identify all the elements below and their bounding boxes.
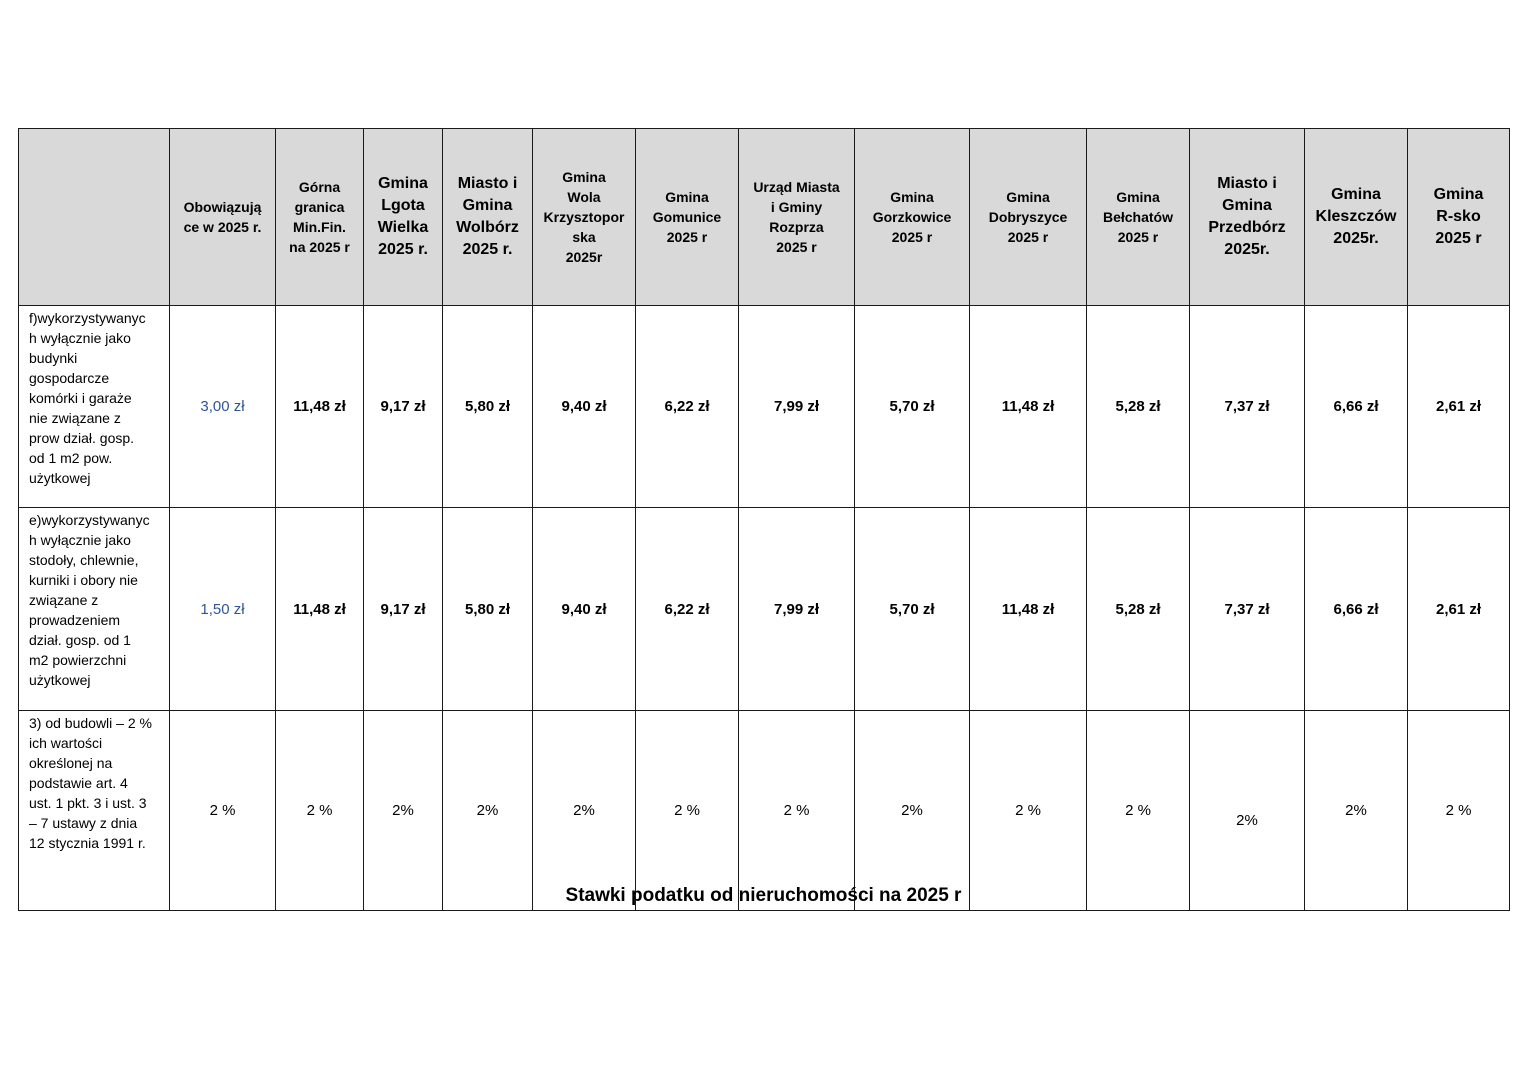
header-cell-gomunice: Gmina Gomunice 2025 r bbox=[636, 129, 739, 306]
rate-cell: 7,99 zł bbox=[739, 306, 855, 508]
header-cell-wolborz: Miasto i Gmina Wolbórz 2025 r. bbox=[443, 129, 533, 306]
rate-cell: 2 % bbox=[276, 711, 364, 911]
rate-cell: 2 % bbox=[739, 711, 855, 911]
rate-cell: 9,40 zł bbox=[533, 508, 636, 711]
header-cell-dobryszyce: Gmina Dobryszyce 2025 r bbox=[970, 129, 1087, 306]
table-caption: Stawki podatku od nieruchomości na 2025 r bbox=[565, 885, 962, 906]
row-label: f)wykorzystywanyc h wyłącznie jako budynki gospodarcze komórki i garaże nie związane z prow dział. gosp. od 1 m2 pow. użytkowej bbox=[19, 306, 170, 508]
table-header-row bbox=[19, 129, 1510, 306]
rate-cell: 11,48 zł bbox=[970, 306, 1087, 508]
row-label: e)wykorzystywanyc h wyłącznie jako stodoły, chlewnie, kurniki i obory nie związane z prowadzeniem dział. gosp. od 1 m2 powierzchni użytkowej bbox=[19, 508, 170, 711]
header-cell-przedborz: Miasto i Gmina Przedbórz 2025r. bbox=[1190, 129, 1305, 306]
rate-cell: 2 % bbox=[636, 711, 739, 911]
rate-cell: 11,48 zł bbox=[276, 306, 364, 508]
rate-cell: 2% bbox=[1190, 711, 1305, 911]
rate-cell: 5,70 zł bbox=[855, 508, 970, 711]
header-cell-wola-krzysztoporska: Gmina Wola Krzysztopor ska 2025r bbox=[533, 129, 636, 306]
rate-cell: 7,99 zł bbox=[739, 508, 855, 711]
table-row bbox=[19, 306, 1510, 508]
rate-cell: 5,28 zł bbox=[1087, 508, 1190, 711]
rate-cell: 5,80 zł bbox=[443, 508, 533, 711]
rate-cell: 7,37 zł bbox=[1190, 306, 1305, 508]
tax-rates-table bbox=[18, 128, 1510, 911]
table-row bbox=[19, 711, 1510, 911]
rate-cell: 6,22 zł bbox=[636, 508, 739, 711]
rate-cell: 11,48 zł bbox=[970, 508, 1087, 711]
rate-cell: 2% bbox=[443, 711, 533, 911]
rate-cell: 11,48 zł bbox=[276, 508, 364, 711]
header-cell-upper-limit: Górna granica Min.Fin. na 2025 r bbox=[276, 129, 364, 306]
rate-cell: 2 % bbox=[170, 711, 276, 911]
rate-cell: 2% bbox=[1305, 711, 1408, 911]
header-cell-rozprza: Urząd Miasta i Gminy Rozprza 2025 r bbox=[739, 129, 855, 306]
rate-cell: 9,40 zł bbox=[533, 306, 636, 508]
rate-cell: 2,61 zł bbox=[1408, 306, 1510, 508]
rate-cell: 5,70 zł bbox=[855, 306, 970, 508]
header-cell-lgota-wielka: Gmina Lgota Wielka 2025 r. bbox=[364, 129, 443, 306]
rate-cell: 2% bbox=[364, 711, 443, 911]
rate-cell: 5,80 zł bbox=[443, 306, 533, 508]
header-cell-kleszczow: Gmina Kleszczów 2025r. bbox=[1305, 129, 1408, 306]
table-row bbox=[19, 508, 1510, 711]
header-cell-belchatow: Gmina Bełchatów 2025 r bbox=[1087, 129, 1190, 306]
rate-cell: 7,37 zł bbox=[1190, 508, 1305, 711]
row-label: 3) od budowli – 2 % ich wartości określonej na podstawie art. 4 ust. 1 pkt. 3 i ust. 3 – 7 ustawy z dnia 12 stycznia 1991 r. bbox=[19, 711, 170, 911]
rate-cell: 6,22 zł bbox=[636, 306, 739, 508]
rate-cell: 1,50 zł bbox=[170, 508, 276, 711]
rate-cell: 9,17 zł bbox=[364, 306, 443, 508]
rate-cell: 6,66 zł bbox=[1305, 508, 1408, 711]
rate-cell: 3,00 zł bbox=[170, 306, 276, 508]
rate-cell: 2% bbox=[533, 711, 636, 911]
rate-cell: 5,28 zł bbox=[1087, 306, 1190, 508]
header-cell-gorzkowice: Gmina Gorzkowice 2025 r bbox=[855, 129, 970, 306]
header-cell-current: Obowiązują ce w 2025 r. bbox=[170, 129, 276, 306]
rate-cell: 2 % bbox=[970, 711, 1087, 911]
rate-cell: 2% bbox=[855, 711, 970, 911]
rate-cell: 2,61 zł bbox=[1408, 508, 1510, 711]
header-cell-empty bbox=[19, 129, 170, 306]
rate-cell: 2 % bbox=[1087, 711, 1190, 911]
header-cell-r-sko: Gmina R-sko 2025 r bbox=[1408, 129, 1510, 306]
rate-cell: 2 % bbox=[1408, 711, 1510, 911]
rate-cell: 6,66 zł bbox=[1305, 306, 1408, 508]
rate-cell: 9,17 zł bbox=[364, 508, 443, 711]
